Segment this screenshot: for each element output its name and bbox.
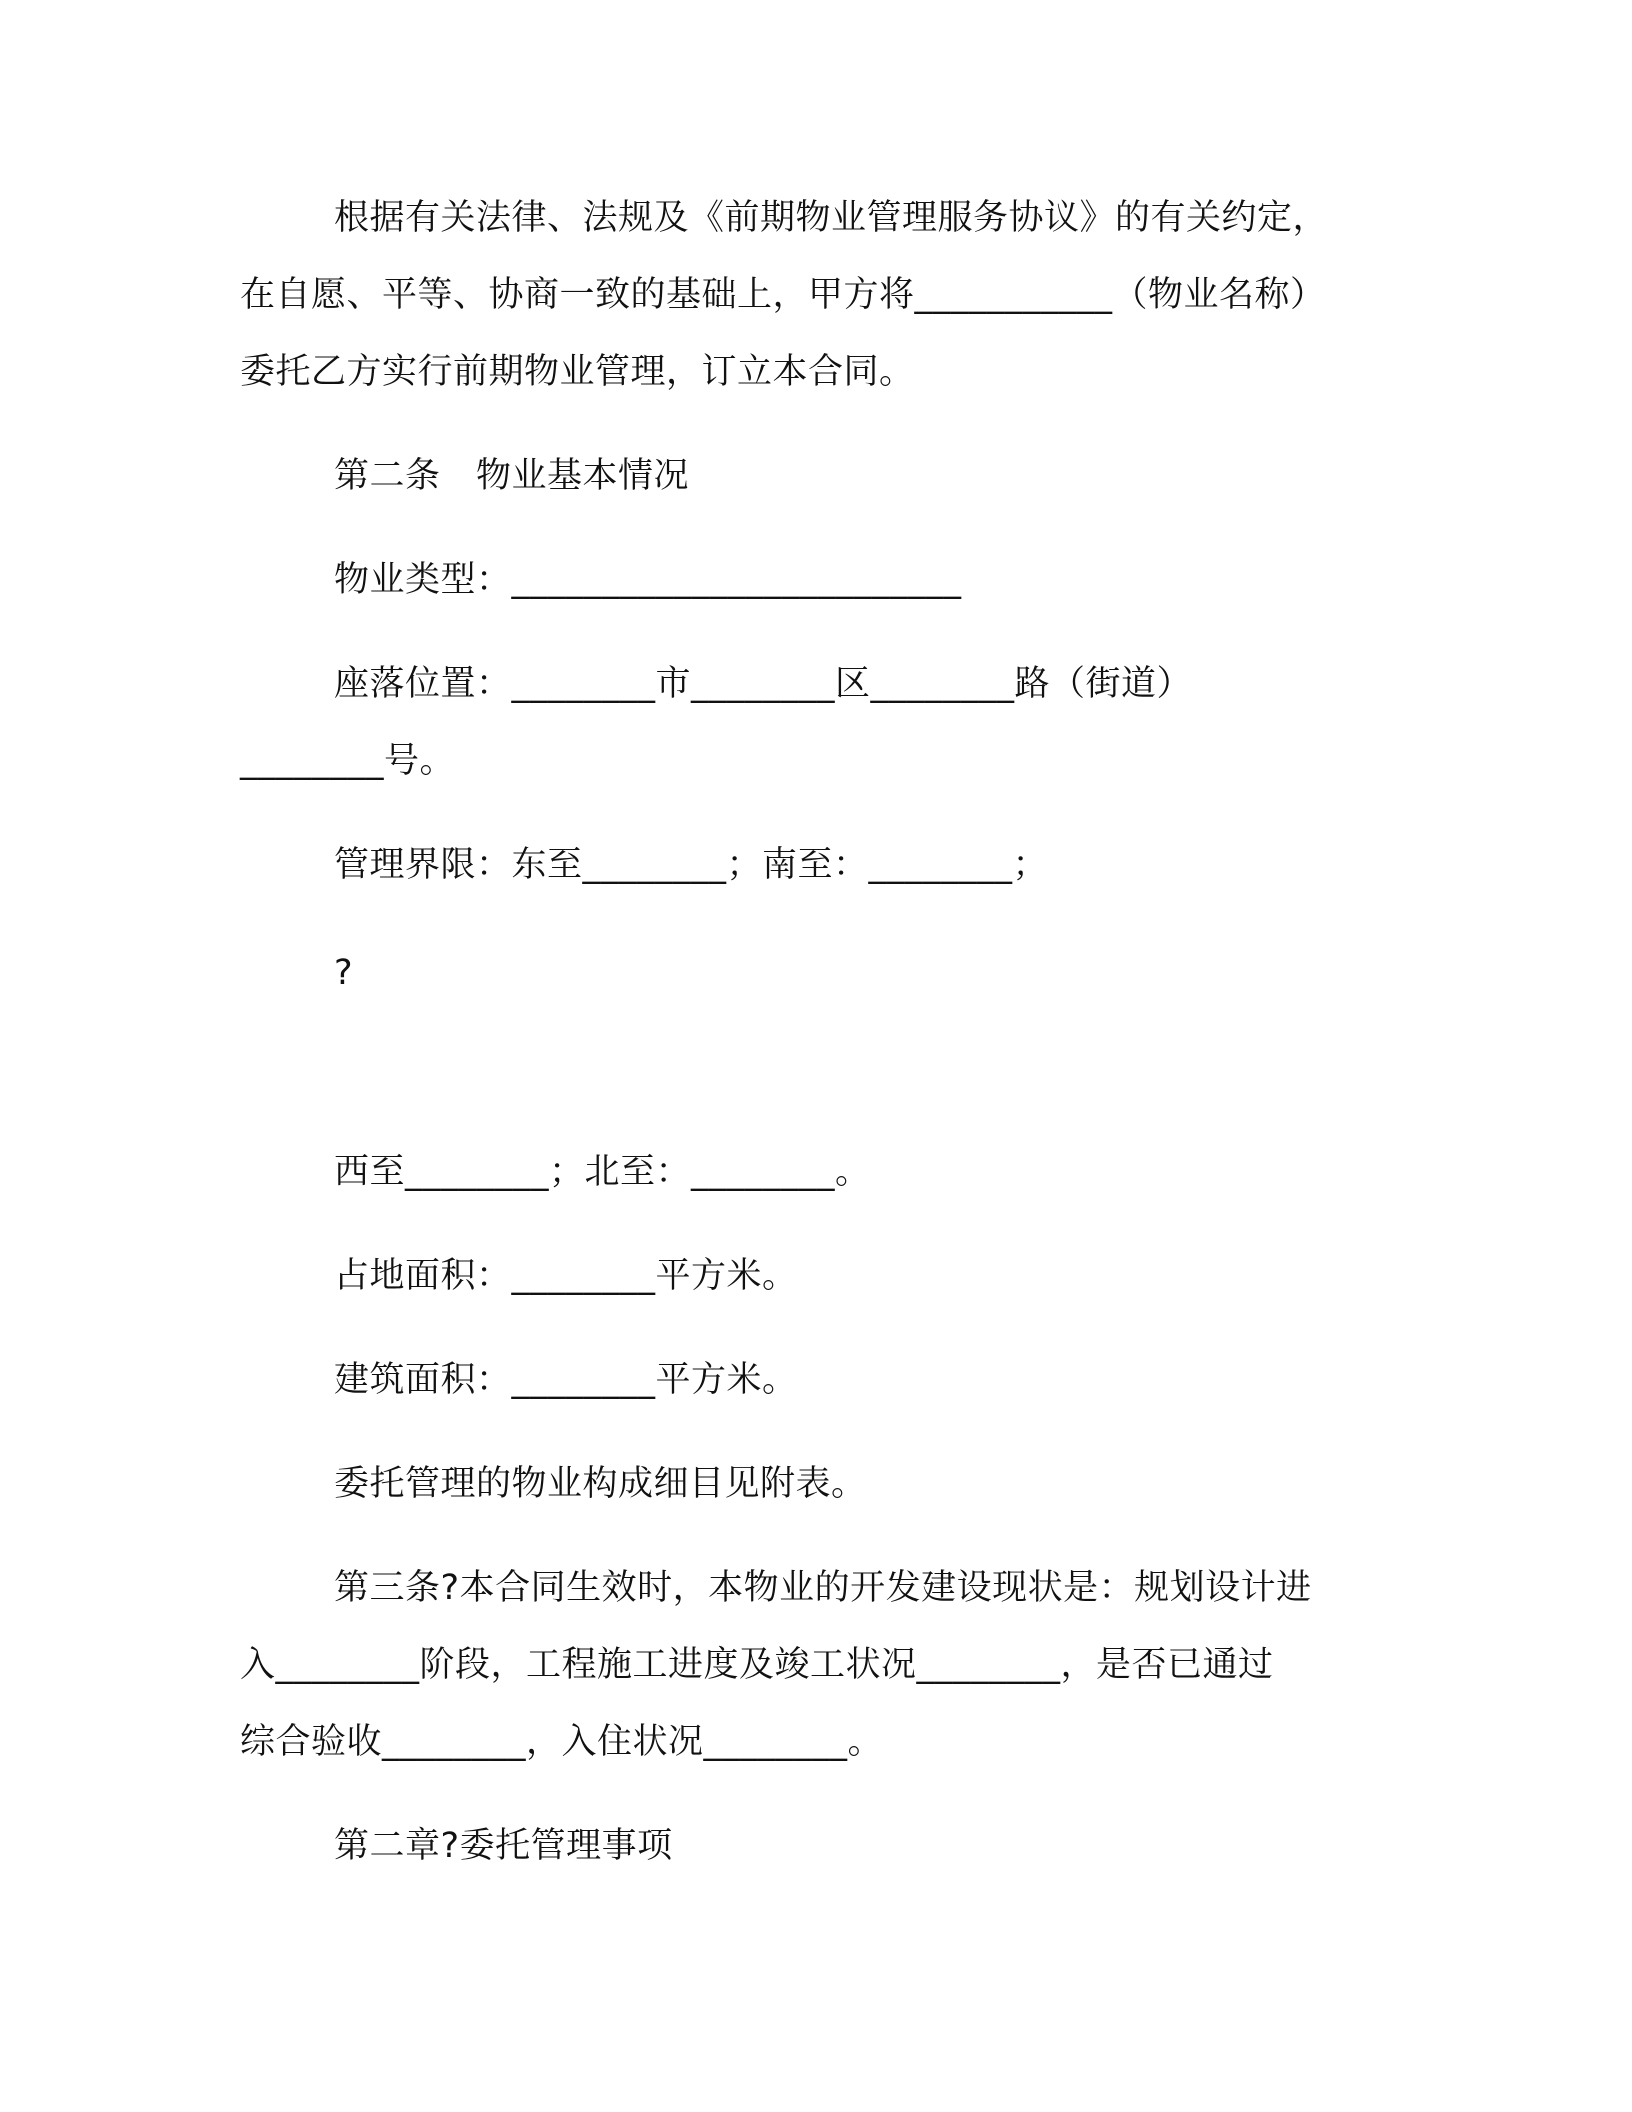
attachment-note-line: 委托管理的物业构成细目见附表。 [334, 1464, 867, 1504]
article-3-line-2: 入________阶段，工程施工进度及竣工状况________，是否已通过 [240, 1645, 1274, 1685]
article-2-heading: 第二条 物业基本情况 [334, 456, 690, 496]
location-line-2: ________号。 [240, 741, 456, 781]
location-line-1: 座落位置：________市________区________路（街道） [334, 664, 1193, 704]
boundaries-line-2: 西至________；北至：________。 [334, 1152, 871, 1192]
property-type-line: 物业类型：_________________________ [334, 560, 962, 600]
stray-mark: ? [334, 953, 354, 993]
preamble-line-1: 根据有关法律、法规及《前期物业管理服务协议》的有关约定， [334, 198, 1329, 238]
article-3-line-1: 第三条?本合同生效时，本物业的开发建设现状是：规划设计进 [334, 1568, 1312, 1608]
preamble-line-3: 委托乙方实行前期物业管理，订立本合同。 [240, 352, 915, 392]
building-area-line: 建筑面积：________平方米。 [334, 1360, 798, 1400]
boundaries-line-1: 管理界限：东至________；南至：________； [334, 845, 1049, 885]
article-3-line-3: 综合验收________，入住状况________。 [240, 1722, 884, 1762]
land-area-line: 占地面积：________平方米。 [334, 1256, 798, 1296]
preamble-line-2: 在自愿、平等、协商一致的基础上，甲方将___________（物业名称） [240, 275, 1326, 315]
chapter-2-heading: 第二章?委托管理事项 [334, 1826, 673, 1866]
